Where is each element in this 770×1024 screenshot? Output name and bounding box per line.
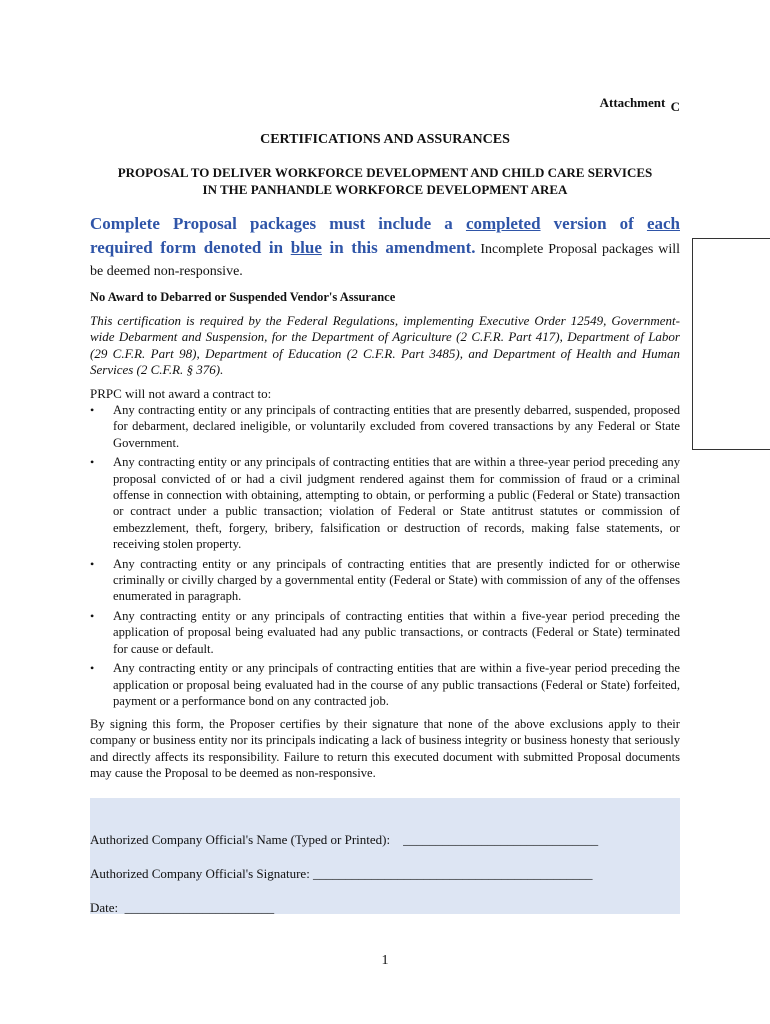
list-item-text: Any contracting entity or any principals of contracting entities that within a five-year period preceding the application of proposal being evaluated had any public transactions, or contracts (Federal or State) terminated for cause or default. bbox=[113, 608, 680, 656]
exclusion-list bbox=[90, 402, 680, 712]
list-item bbox=[90, 454, 680, 552]
official-name-field[interactable]: Authorized Company Official's Name (Typed or Printed): ______________________________ bbox=[90, 832, 599, 847]
intro-underline-blue: blue bbox=[290, 238, 322, 257]
intro-underline-each: each bbox=[646, 214, 680, 233]
prpc-line: PRPC will not award a contract to: bbox=[90, 386, 272, 401]
page-title: CERTIFICATIONS AND ASSURANCES bbox=[260, 132, 510, 147]
signing-paragraph: By signing this form, the Proposer certifies by their signature that none of the above exclusions apply to their company or business entity nor its principals indicating a lack of business integrity or business honesty that seriously and directly affects its responsibility. Failure to return this executed document with submitted Proposal documents may cause the Proposal to be deemed as non-responsive. bbox=[90, 717, 680, 781]
list-item-text: Any contracting entity or any principals of contracting entities that are presently indicted for or otherwise criminally or civilly charged by a governmental entity (Federal or State) with commission of any of the offenses enumerated in paragraph. bbox=[113, 556, 680, 604]
intro-paragraph bbox=[90, 213, 680, 283]
intro-underline-completed: completed bbox=[465, 214, 541, 233]
attachment-label bbox=[599, 95, 680, 114]
intro-part-4: in this amendment. bbox=[321, 238, 476, 257]
margin-box bbox=[692, 238, 770, 450]
list-item-text: Any contracting entity or any principals of contracting entities that are within a five-year period preceding the application or proposal being evaluated had in the course of any public transactions (Federal or State) forfeited, payment or a performance bond on any contracted job. bbox=[113, 661, 680, 708]
list-item bbox=[90, 608, 680, 657]
intro-part-3: required form denoted in bbox=[90, 238, 291, 257]
list-item-text: Any contracting entity or any principals of contracting entities that are within a three-year period preceding any proposal convicted of or had a civil judgment rendered against them for commission of fraud or a criminal offense in connection with obtaining, attempting to obtain, or performing a public (Federal or State) transaction or contract under a public transaction; violation of Federal or State antitrust statutes or commission of embezzlement, theft, forgery, bribery, falsification or destruction of records, making false statements, or receiving stolen property. bbox=[113, 455, 680, 552]
list-item-text: Any contracting entity or any principals of contracting entities that are presently debarred, suspended, proposed for debarment, declared ineligible, or voluntarily excluded from covered transactions by any Federal or State Government. bbox=[113, 403, 680, 450]
bullet-icon: • bbox=[90, 403, 95, 417]
bullet-icon: • bbox=[90, 661, 95, 676]
subtitle-line-1: PROPOSAL TO DELIVER WORKFORCE DEVELOPMENT AND CHILD CARE SERVICES bbox=[117, 165, 653, 180]
intro-plain-text: Incomplete Proposal packages will be deemed non-responsive. bbox=[90, 242, 680, 279]
list-item bbox=[90, 660, 680, 709]
intro-part-2: version of bbox=[540, 214, 647, 233]
list-item bbox=[90, 402, 680, 451]
page-number: 1 bbox=[381, 953, 389, 968]
certification-note: This certification is required by the Federal Regulations, implementing Executive Order 12549, Government-wide Debarment and Suspension, for the Department of Agriculture (2 C.F.R. Part 417), Department of Labor (29 C.F.R. Part 98), Department of Education (2 C.F.R. Part 3485), and Department of Health and Human Services (2 C.F.R. § 376). bbox=[90, 313, 680, 377]
bullet-icon: • bbox=[90, 455, 95, 470]
bullet-icon: • bbox=[90, 556, 95, 571]
list-item bbox=[90, 556, 680, 605]
section-heading: No Award to Debarred or Suspended Vendor's Assurance bbox=[90, 290, 396, 304]
subtitle-line-2: IN THE PANHANDLE WORKFORCE DEVELOPMENT AREA bbox=[202, 182, 568, 197]
page-subtitle bbox=[90, 164, 680, 198]
attachment-text: Attachment bbox=[599, 95, 666, 110]
bullet-icon: • bbox=[90, 608, 95, 623]
official-signature-field[interactable]: Authorized Company Official's Signature: ___________________________________________ bbox=[90, 866, 593, 881]
intro-part-1: Complete Proposal packages must include a bbox=[90, 214, 466, 233]
signature-block bbox=[90, 798, 680, 914]
date-field[interactable]: Date: _______________________ bbox=[90, 900, 275, 915]
attachment-letter: C bbox=[670, 99, 680, 114]
